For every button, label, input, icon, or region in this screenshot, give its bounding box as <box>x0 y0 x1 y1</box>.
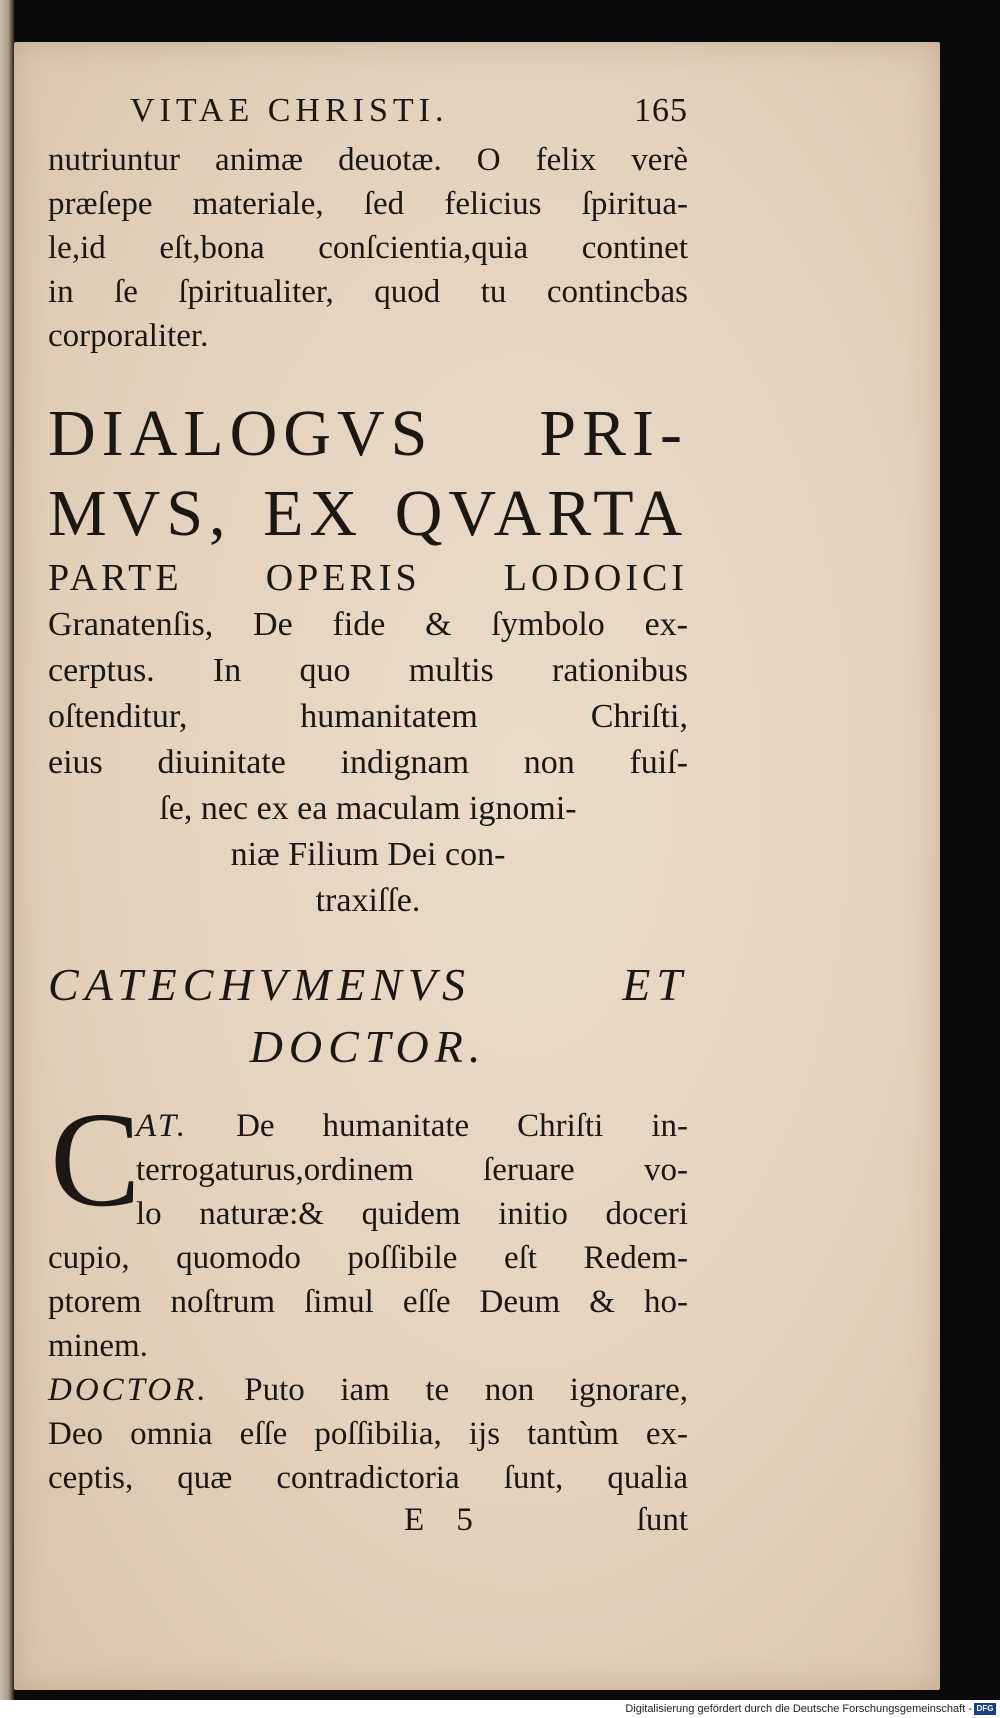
intro-line: Granatenſis, De fide & ſymbolo ex- <box>48 606 688 643</box>
running-title: VITAE CHRISTI. <box>130 92 449 129</box>
text-line: ceptis, quæ contradictoria ſunt, qualia <box>48 1460 688 1496</box>
intro-line: oſtenditur, humanitatem Chriſti, <box>48 698 688 735</box>
speaker-label: DOCTOR. <box>48 1372 209 1408</box>
intro-line: cerptus. In quo multis rationibus <box>48 652 688 689</box>
speakers-line: DOCTOR. <box>249 1021 487 1072</box>
text-line: Deo omnia eſſe poſſibilia, ijs tantùm ex- <box>48 1416 688 1452</box>
dialog-title-line: MVS, EX QVARTA <box>48 477 688 550</box>
text-line <box>48 1104 688 1148</box>
text-line: le,id eſt,bona conſcientia,quia continet <box>48 230 688 266</box>
speaker-label: AT. <box>136 1108 189 1144</box>
signature-mark: E 5 <box>404 1502 485 1538</box>
page-foot <box>48 1502 688 1548</box>
speakers-line: CATECHVMENVS ET <box>48 959 688 1010</box>
dialog-heading <box>48 394 688 924</box>
text-line <box>48 1368 688 1412</box>
running-head <box>48 90 688 138</box>
opening-passage <box>48 138 688 358</box>
text-line: cupio, quomodo poſſibile eſt Redem- <box>48 1240 688 1276</box>
page-text-block <box>48 90 688 1548</box>
intro-line: ſe, nec ex ea maculam ignomi- <box>159 790 577 827</box>
intro-line: eius diuinitate indignam non fuiſ- <box>48 744 688 781</box>
text-line: ptorem noſtrum ſimul eſſe Deum & ho- <box>48 1284 688 1320</box>
intro-line: traxiſſe. <box>315 882 421 919</box>
text-line: præſepe materiale, ſed felicius ſpiritua- <box>48 186 688 222</box>
dialog-title-line: DIALOGVS PRI- <box>48 397 688 470</box>
dfg-logo: DFG <box>974 1703 996 1715</box>
text-run: Puto iam te non ignorare, <box>208 1372 688 1408</box>
text-line: lo naturæ:& quidem initio doceri <box>136 1196 688 1232</box>
catechumen-paragraph <box>48 1085 688 1368</box>
text-line: minem. <box>48 1328 148 1364</box>
book-binding-edge <box>0 0 14 1700</box>
text-run: De humanitate Chriſti in- <box>188 1108 688 1144</box>
text-line: nutriuntur animæ deuotæ. O felix verè <box>48 142 688 178</box>
digitization-credit: Digitalisierung gefördert durch die Deutsche Forschungsgemeinschaft - <box>625 1703 972 1715</box>
intro-line: niæ Filium Dei con- <box>230 836 506 873</box>
page-number: 165 <box>634 92 688 129</box>
speakers-heading <box>48 954 688 1078</box>
text-line: terrogaturus,ordinem ſeruare vo- <box>136 1152 688 1188</box>
dialog-subtitle: PARTE OPERIS LODOICI <box>48 557 688 599</box>
book-page <box>14 42 940 1690</box>
doctor-paragraph <box>48 1368 688 1500</box>
drop-cap: C <box>50 1085 141 1235</box>
text-line: in ſe ſpiritualiter, quod tu contincbas <box>48 274 688 310</box>
text-line: corporaliter. <box>48 318 209 354</box>
catchword: ſunt <box>636 1502 688 1538</box>
